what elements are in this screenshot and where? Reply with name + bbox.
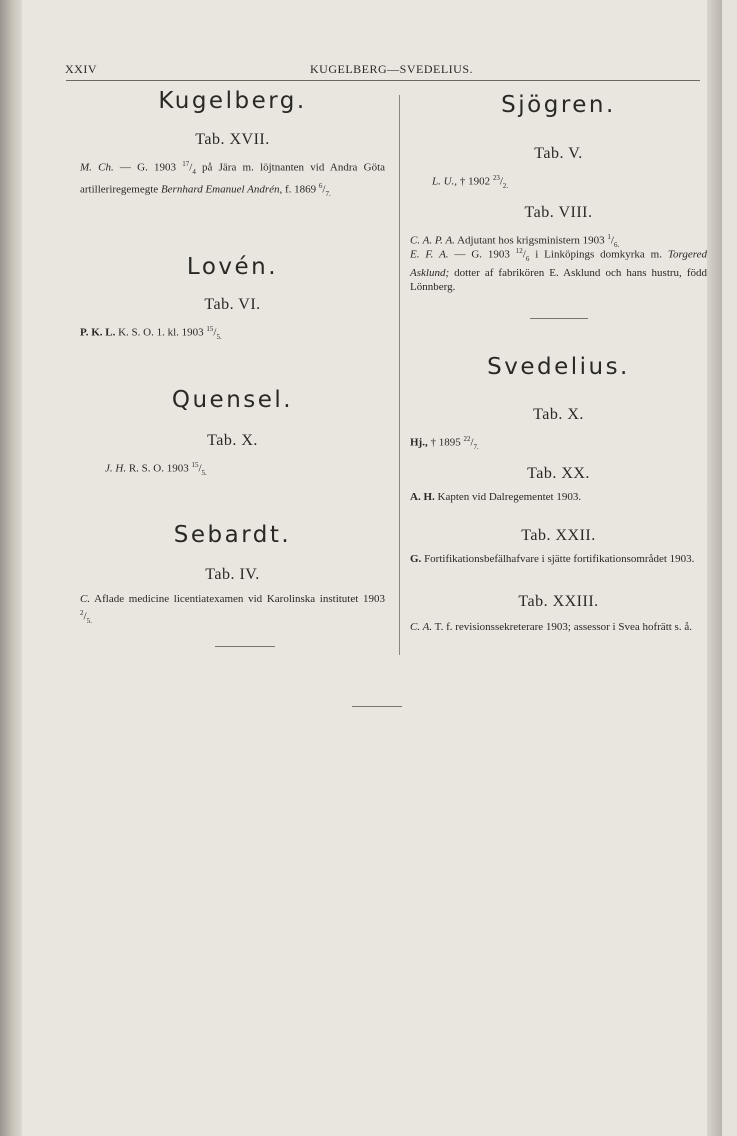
- table-heading: Tab. XX.: [527, 465, 590, 482]
- family-heading-loven: Lovén.: [186, 254, 279, 280]
- column-divider: [399, 95, 400, 655]
- family-heading-sjogren: Sjögren.: [501, 92, 616, 118]
- page-number: XXIV: [65, 62, 97, 76]
- family-heading-svedelius: Svedelius.: [487, 354, 630, 380]
- entry-quensel: J. H. R. S. O. 1903 $^{15}/_{5.}$: [105, 461, 207, 477]
- page-edge: [707, 0, 722, 1136]
- entry-svedelius-x: Hj., † 1895 $^{22}/_{7.}$: [410, 435, 479, 451]
- book-binding: [0, 0, 22, 1136]
- entry-svedelius-xx: A. H. Kapten vid Dalregementet 1903.: [410, 491, 582, 503]
- section-end-rule: [215, 646, 275, 647]
- table-heading: Tab. XXII.: [521, 527, 596, 544]
- table-heading: Tab. IV.: [205, 566, 260, 583]
- page-end-rule: [352, 706, 402, 707]
- entry-kugelberg: M. Ch. — G. 1903 $^{17}/_4$ på Jära m. löjtnanten vid Andra Göta artilleriregemegte Bernhard Emanuel Andrén, f. 1869 $^6/_{7.}$: [80, 160, 386, 198]
- entry-svedelius-xxiii: C. A. T. f. revisionssekreterare 1903; assessor i Svea hofrätt s. å.: [410, 621, 692, 633]
- family-heading-kugelberg: Kugelberg.: [158, 88, 307, 114]
- table-heading: Tab. X.: [207, 432, 258, 449]
- table-heading: Tab. X.: [533, 406, 584, 423]
- entry-svedelius-xxii: G. Fortifikationsbefälhafvare i sjätte fortifikationsområdet 1903.: [410, 553, 695, 565]
- family-heading-sebardt: Sebardt.: [173, 522, 292, 548]
- table-heading: Tab. VI.: [204, 296, 261, 313]
- section-end-rule: [530, 318, 588, 319]
- entry-sjogren-viii-1: C. A. P. A. Adjutant hos krigsministern 1903 $^1/_{6.}$: [410, 233, 620, 249]
- entry-sebardt: C. Aflade medicine licentiatexamen vid Karolinska institutet 1903 $^2/_{5.}$: [80, 593, 385, 625]
- entry-sjogren-v: L. U., † 1902 $^{23}/_{2.}$: [432, 174, 509, 190]
- running-title: KUGELBERG—SVEDELIUS.: [310, 62, 473, 76]
- table-heading: Tab. XVII.: [195, 131, 270, 148]
- family-heading-quensel: Quensel.: [171, 387, 294, 413]
- entry-loven: P. K. L. K. S. O. 1. kl. 1903 $^{15}/_{5.}$: [80, 325, 222, 341]
- left-column: [80, 0, 385, 700]
- table-heading: Tab. V.: [534, 145, 583, 162]
- entry-sjogren-viii-2: E. F. A. — G. 1903 $^{12}/_6$ i Linköpings domkyrka m. Torgered Asklund; dotter af fabrikören E. Asklund och hans hustru, född Lönnberg.: [410, 247, 707, 293]
- table-heading: Tab. VIII.: [524, 204, 593, 221]
- table-heading: Tab. XXIII.: [518, 593, 599, 610]
- right-column: [410, 0, 707, 700]
